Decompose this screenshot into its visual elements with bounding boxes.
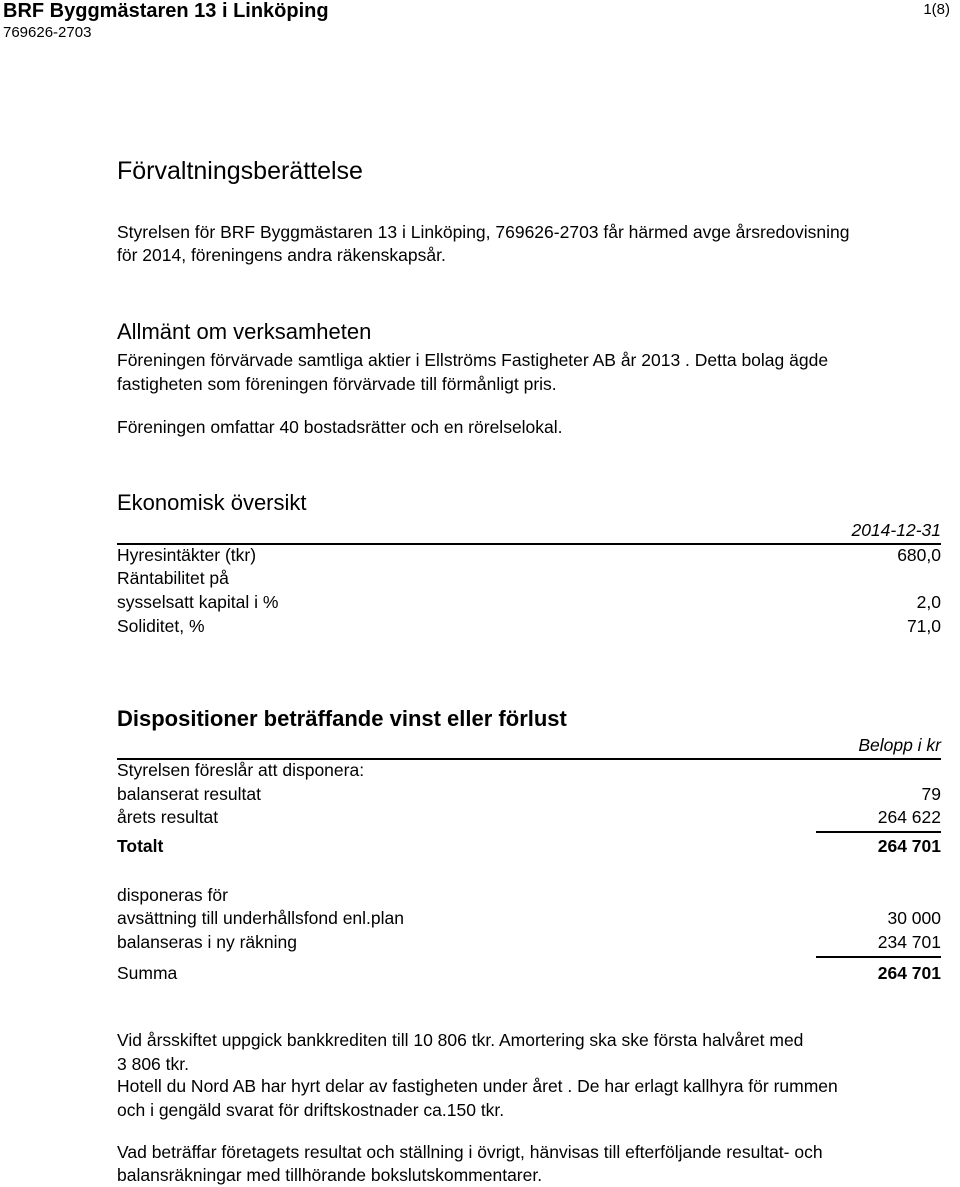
dispositions-table xyxy=(117,735,941,995)
allocation-intro: disponeras för xyxy=(117,885,228,905)
note-2-line-1: Hotell du Nord AB har hyrt delar av fastigheten under året . De har erlagt kallhyra för rummen xyxy=(117,1076,838,1096)
overview-header-row xyxy=(117,520,941,544)
row-label: Räntabilitet på xyxy=(117,568,229,588)
row-label: sysselsatt kapital i % xyxy=(117,592,279,612)
report-title: Förvaltningsberättelse xyxy=(117,157,363,185)
row-value: 2,0 xyxy=(916,592,941,612)
table-row xyxy=(117,616,941,640)
general-line-3: Föreningen omfattar 40 bostadsrätter och en rörelselokal. xyxy=(117,417,563,437)
note-2-line-2: och i gengäld svarat för driftskostnader ca.150 tkr. xyxy=(117,1100,505,1120)
row-label: avsättning till underhållsfond enl.plan xyxy=(117,908,404,928)
table-row xyxy=(117,784,941,808)
allocation-intro-row xyxy=(117,885,941,909)
row-value: 30 000 xyxy=(887,908,941,928)
row-value: 680,0 xyxy=(897,545,941,565)
table-row xyxy=(117,568,941,592)
table-row xyxy=(117,807,941,831)
overview-heading: Ekonomisk översikt xyxy=(117,490,307,515)
intro-line-2: för 2014, föreningens andra räkenskapsår. xyxy=(117,245,446,265)
sum-rule xyxy=(816,956,941,958)
dispositions-intro-row xyxy=(117,760,941,784)
row-label: balanserat resultat xyxy=(117,784,261,804)
note-1-line-1: Vid årsskiftet uppgick bankkrediten till 10 806 tkr. Amortering ska ske första halvåret med xyxy=(117,1030,804,1050)
overview-table xyxy=(117,520,941,650)
row-value: 264 622 xyxy=(877,807,941,827)
total-value: 264 701 xyxy=(877,836,941,856)
organization-number: 769626-2703 xyxy=(3,24,92,41)
table-row xyxy=(117,932,941,956)
row-value: 71,0 xyxy=(906,616,941,636)
sum-row xyxy=(117,963,941,987)
total-label: Totalt xyxy=(117,836,164,856)
dispositions-intro: Styrelsen föreslår att disponera: xyxy=(117,760,365,780)
note-1-line-2: 3 806 tkr. xyxy=(117,1054,189,1074)
row-label: Hyresintäkter (tkr) xyxy=(117,545,257,565)
general-line-2: fastigheten som föreningen förvärvade till förmånligt pris. xyxy=(117,374,557,394)
overview-column-header: 2014-12-31 xyxy=(851,520,941,540)
page-indicator: 1(8) xyxy=(923,1,950,18)
table-row xyxy=(117,545,941,569)
row-label: balanseras i ny räkning xyxy=(117,932,297,952)
dispositions-heading: Dispositioner beträffande vinst eller förlust xyxy=(117,706,567,731)
general-line-1: Föreningen förvärvade samtliga aktier i Ellströms Fastigheter AB år 2013 . Detta bolag ägde xyxy=(117,350,829,370)
table-row xyxy=(117,592,941,616)
subtotal-rule xyxy=(816,831,941,833)
row-value: 234 701 xyxy=(877,932,941,952)
dispositions-column-header: Belopp i kr xyxy=(858,735,941,755)
row-value: 79 xyxy=(921,784,941,804)
row-label: Soliditet, % xyxy=(117,616,205,636)
intro-line-1: Styrelsen för BRF Byggmästaren 13 i Linköping, 769626-2703 får härmed avge årsredovisning xyxy=(117,222,850,242)
sum-value: 264 701 xyxy=(877,963,941,983)
note-3-line-2: balansräkningar med tillhörande bokslutskommentarer. xyxy=(117,1165,543,1185)
document-header-title: BRF Byggmästaren 13 i Linköping xyxy=(3,0,329,22)
note-3-line-1: Vad beträffar företagets resultat och ställning i övrigt, hänvisas till efterföljande resultat- och xyxy=(117,1142,823,1162)
sum-label: Summa xyxy=(117,963,178,983)
general-heading: Allmänt om verksamheten xyxy=(117,319,372,344)
table-row xyxy=(117,908,941,932)
total-row xyxy=(117,836,941,860)
row-label: årets resultat xyxy=(117,807,219,827)
dispositions-header-row xyxy=(117,735,941,759)
